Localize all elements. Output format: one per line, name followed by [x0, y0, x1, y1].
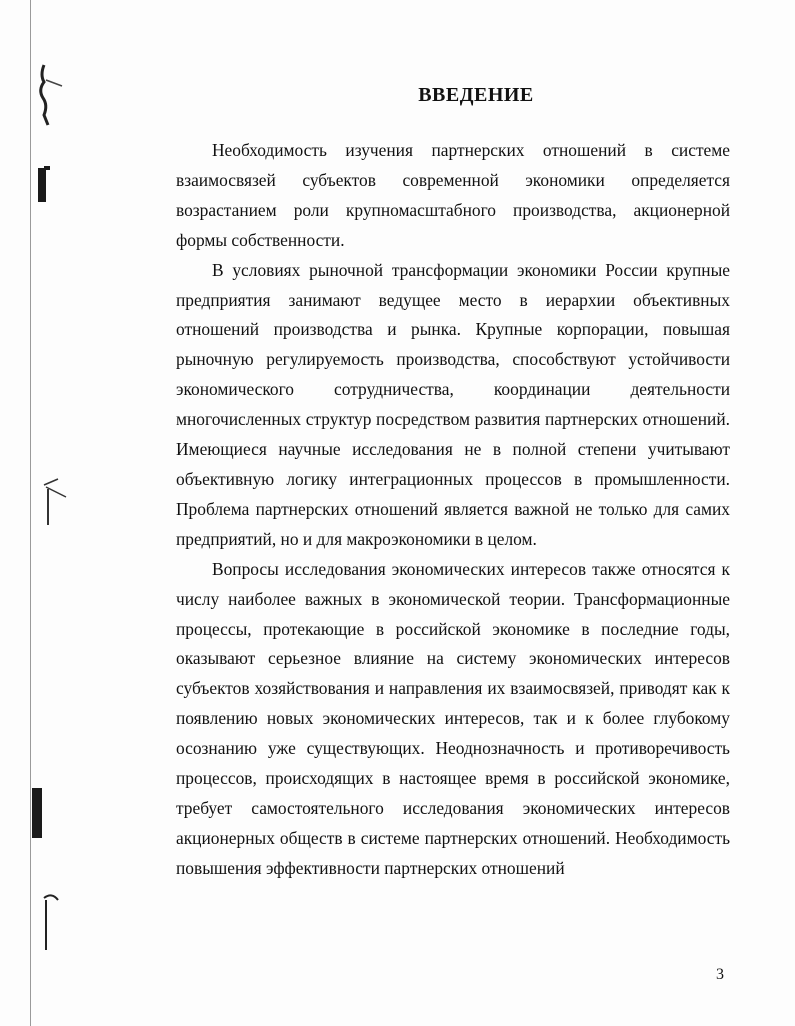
scan-mark-bracket-1-tip: [44, 166, 50, 170]
page-number: 3: [716, 966, 724, 983]
scan-edge-line: [30, 0, 31, 1026]
scan-mark-middle: [36, 475, 72, 545]
paragraph-3: Вопросы исследования экономических интересов также относятся к числу наиболее важных в экономической теории. Трансформационные процессы, протекающие в российской экономике в последние годы, оказывают серьезное влияние на систему экономических интересов субъектов хозяйствования и направления их взаимосвязей, приводят как к появлению новых экономических интересов, так и к более глубокому осознанию уже существующих. Неоднозначность и противоречивость процессов, происходящих в настоящее время в российской экономике, требует самостоятельного исследования экономических интересов акционерных обществ в системе партнерских отношений. Необходимость повышения эффективности партнерских отношений: [176, 558, 730, 878]
scan-mark-bracket-2: [32, 788, 42, 838]
paragraph-1: Необходимость изучения партнерских отношений в системе взаимосвязей субъектов современной экономики определяется возрастанием роли крупномасштабного производства, акционерной формы собственности.: [176, 140, 730, 250]
scan-mark-bracket-1: [38, 168, 46, 202]
page-title: ВВЕДЕНИЕ: [418, 84, 534, 106]
scan-mark-bottom: [36, 890, 76, 960]
paragraph-2: В условиях рыночной трансформации экономики России крупные предприятия занимают ведущее место в иерархии объективных отношений производства и рынка. Крупные корпорации, повышая рыночную регулируемость производства, способствуют устойчивости экономического сотрудничества, координации деятельности многочисленных структур посредством развития партнерских отношений. Имеющиеся научные исследования не в полной степени учитывают объективную логику интеграционных процессов в промышленности. Проблема партнерских отношений является важной не только для самих предприятий, но и для макроэкономики в целом.: [176, 259, 730, 549]
body-text: [176, 136, 730, 884]
